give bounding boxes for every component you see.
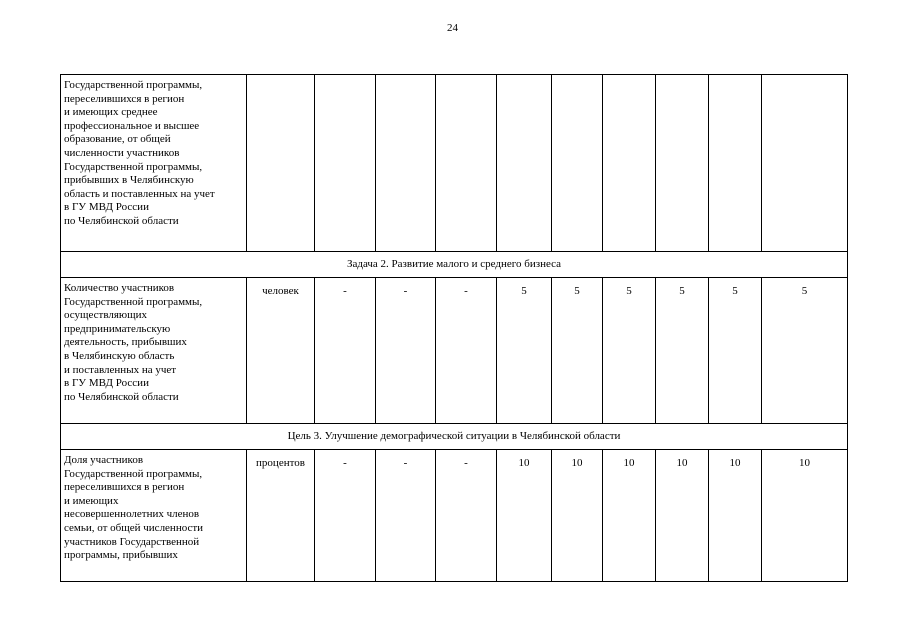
value-cell: 5 bbox=[656, 278, 709, 424]
value-cell bbox=[709, 75, 762, 252]
value-cell bbox=[376, 75, 436, 252]
value-cell bbox=[436, 75, 497, 252]
value-cell bbox=[315, 75, 376, 252]
section-row bbox=[61, 252, 848, 278]
value-cell: - bbox=[315, 450, 376, 582]
value-cell bbox=[552, 75, 603, 252]
value-cell: - bbox=[376, 278, 436, 424]
unit-cell: процентов bbox=[247, 450, 315, 582]
value-cell: 5 bbox=[709, 278, 762, 424]
unit-cell bbox=[247, 75, 315, 252]
value-cell: - bbox=[376, 450, 436, 582]
value-cell: - bbox=[315, 278, 376, 424]
page-number: 24 bbox=[447, 22, 458, 34]
value-cell bbox=[656, 75, 709, 252]
unit-cell: человек bbox=[247, 278, 315, 424]
value-cell: - bbox=[436, 450, 497, 582]
indicator-description: Государственной программы, переселившихся в регион и имеющих среднее профессиональное и высшее образование, от общей численности участников Государственной программы, прибывших в Челябинскую область и поставленных на учет в ГУ МВД России по Челябинской области bbox=[61, 75, 247, 252]
value-cell: 10 bbox=[762, 450, 848, 582]
value-cell: 10 bbox=[656, 450, 709, 582]
indicator-description: Доля участников Государственной программы, переселившихся в регион и имеющих несовершеннолетних членов семьи, от общей численности участников Государственной программы, прибывших bbox=[61, 450, 247, 582]
section-row bbox=[61, 424, 848, 450]
value-cell bbox=[497, 75, 552, 252]
section-heading: Цель 3. Улучшение демографической ситуации в Челябинской области bbox=[61, 424, 848, 450]
value-cell: 5 bbox=[552, 278, 603, 424]
value-cell: 5 bbox=[762, 278, 848, 424]
table-row bbox=[61, 278, 848, 424]
value-cell bbox=[762, 75, 848, 252]
indicators-table bbox=[60, 74, 848, 582]
value-cell: 5 bbox=[497, 278, 552, 424]
table-row bbox=[61, 450, 848, 582]
indicator-description: Количество участников Государственной программы, осуществляющих предпринимательскую деятельность, прибывших в Челябинскую область и поставленных на учет в ГУ МВД России по Челябинской области bbox=[61, 278, 247, 424]
value-cell: 10 bbox=[497, 450, 552, 582]
table-row bbox=[61, 75, 848, 252]
value-cell: 10 bbox=[603, 450, 656, 582]
value-cell: - bbox=[436, 278, 497, 424]
section-heading: Задача 2. Развитие малого и среднего бизнеса bbox=[61, 252, 848, 278]
value-cell: 5 bbox=[603, 278, 656, 424]
value-cell: 10 bbox=[709, 450, 762, 582]
value-cell bbox=[603, 75, 656, 252]
value-cell: 10 bbox=[552, 450, 603, 582]
